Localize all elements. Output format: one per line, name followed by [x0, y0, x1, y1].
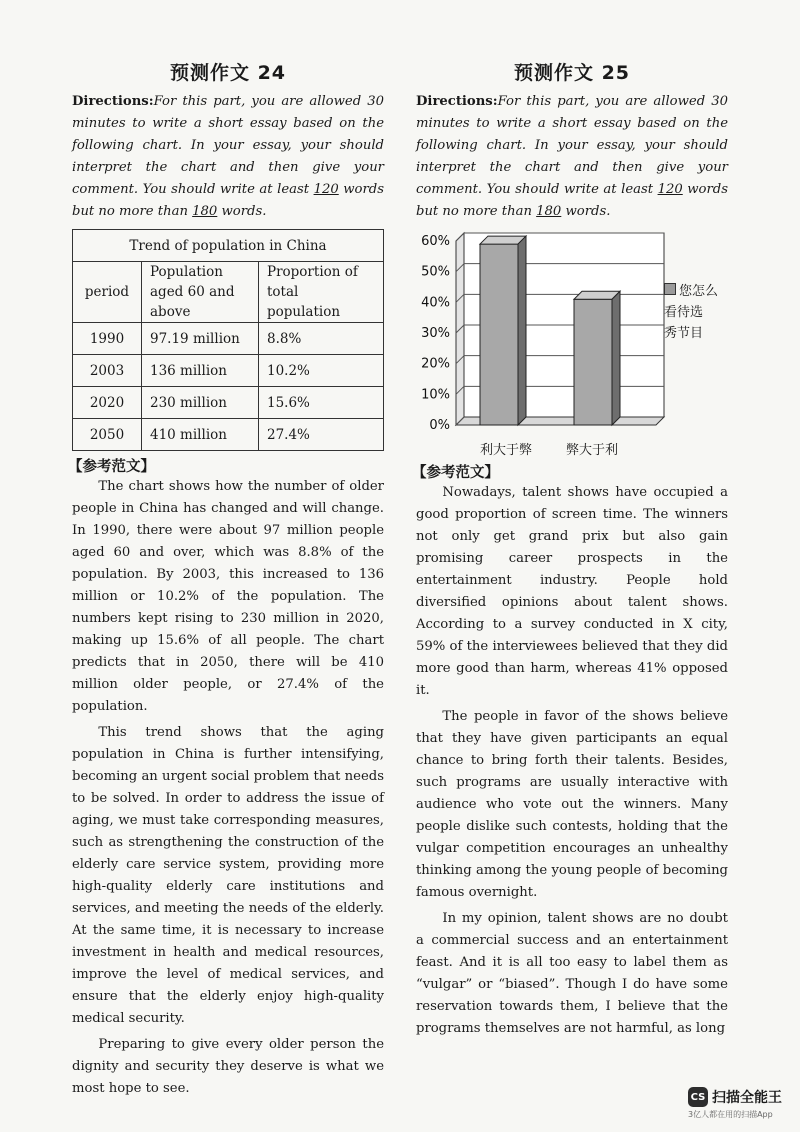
scanner-tagline: 3亿人都在用的扫描App — [688, 1110, 773, 1119]
ref-heading-25: 【参考范文】 — [412, 465, 499, 481]
essay-paragraph: This trend shows that the aging population in China is further intensifying, becoming an urgent social problem that needs to be solved. In order to address the issue of aging, we must take corresponding measures, such as strengthening the construction of the elderly care service system, providing more high-quality elderly care institutions and services, and meeting the needs of the elderly. At the same time, it is necessary to increase investment in health and medical resources, improve the level of medical services, and ensure that the elderly enjoy high-quality medical security. — [72, 725, 384, 1026]
directions-label: Directions: — [416, 94, 498, 109]
max-words: 180 — [536, 204, 562, 219]
essay-title-25: 预测作文 25 — [513, 62, 631, 84]
y-tick-label: 60% — [421, 234, 450, 249]
bar — [574, 299, 612, 425]
population-table — [72, 229, 384, 451]
category-label: 弊大于利 — [566, 443, 619, 458]
chart-legend — [664, 281, 734, 344]
legend-line: 秀节目 — [664, 326, 704, 341]
bar-side — [518, 236, 526, 425]
essay-paragraph: Preparing to give every older person the dignity and security they deserve is what we most hope to see. — [72, 1037, 384, 1096]
essay-paragraph: Nowadays, talent shows have occupied a good proportion of screen time. The winners not only get grand prix but also gain promising career prospects in the entertainment industry. People hold diversified opinions about talent shows. According to a survey conducted in X city, 59% of the interviewees believed that they did more good than harm, whereas 41% opposed it. — [416, 485, 728, 698]
table-header-population: Population aged 60 and above — [142, 262, 259, 323]
directions-text-a: For this part, you are allowed 30 minutes to write a short essay based on the following chart. In your essay, your should interpret the chart and then give your comment. You should write at least — [416, 94, 728, 197]
right-column — [412, 58, 728, 1040]
talent-show-chart — [416, 229, 728, 457]
table-cell: 230 million — [142, 387, 259, 419]
table-cell: 2050 — [73, 419, 142, 451]
max-words: 180 — [192, 204, 218, 219]
table-cell: 136 million — [142, 355, 259, 387]
directions-24 — [72, 91, 384, 223]
directions-text-c: words. — [217, 204, 267, 219]
y-tick-label: 10% — [421, 387, 450, 403]
table-cell: 1990 — [73, 323, 142, 355]
directions-text-b: words but no more than — [416, 182, 728, 219]
table-cell: 2003 — [73, 355, 142, 387]
table-caption: Trend of population in China — [73, 230, 384, 262]
scanner-name: 扫描全能王 — [712, 1090, 782, 1106]
table-row — [73, 355, 384, 387]
min-words: 120 — [657, 182, 683, 197]
table-cell: 10.2% — [259, 355, 384, 387]
y-tick-label: 20% — [421, 356, 450, 372]
y-tick-label: 50% — [421, 264, 450, 280]
essay-paragraph: The chart shows how the number of older people in China has changed and will change. In 1990, there were about 97 million people aged 60 and over, which was 8.8% of the population. By 2003, this increased to 136 million or 10.2% of the population. The numbers kept rising to 230 million in 2020, making up 15.6% of all people. The chart predicts that in 2050, there will be 410 million older people, or 27.4% of the population. — [72, 479, 384, 714]
category-label: 利大于弊 — [480, 443, 533, 458]
table-row — [73, 387, 384, 419]
table-row — [73, 419, 384, 451]
table-cell: 8.8% — [259, 323, 384, 355]
essay-title-24: 预测作文 24 — [169, 62, 287, 84]
legend-swatch — [664, 283, 676, 295]
y-tick-label: 0% — [429, 418, 450, 433]
essay-paragraph: In my opinion, talent shows are no doubt a commercial success and an entertainment feast. And it is all too easy to label them as “vulgar” or “biased”. Though I do have some reservation towards them, I believe that the programs themselves are not harmful, as long — [416, 911, 728, 1036]
legend-line — [664, 281, 734, 302]
bar-side — [612, 291, 620, 425]
table-header-proportion: Proportion of total population — [259, 262, 384, 323]
table-cell: 15.6% — [259, 387, 384, 419]
essay-paragraph: The people in favor of the shows believe that they have given participants an equal chance to bring forth their talents. Besides, such programs are usually interactive with audience who vote out the winners. Many people dislike such contests, holding that the vulgar competition encourages an unhealthy thinking among the young people of becoming famous overnight. — [416, 709, 728, 900]
table-cell: 97.19 million — [142, 323, 259, 355]
directions-text-b: words but no more than — [72, 182, 384, 219]
directions-label: Directions: — [72, 94, 154, 109]
left-column — [68, 58, 384, 1100]
directions-text-c: words. — [561, 204, 611, 219]
legend-line: 看待选 — [664, 305, 704, 320]
min-words: 120 — [313, 182, 339, 197]
ref-heading-24: 【参考范文】 — [68, 459, 155, 475]
table-header-period: period — [73, 262, 142, 323]
y-tick-label: 30% — [421, 326, 450, 341]
camscanner-icon: CS — [688, 1087, 708, 1107]
table-cell: 2020 — [73, 387, 142, 419]
bar — [480, 244, 518, 425]
legend-text: 您怎么 — [679, 284, 719, 299]
table-row — [73, 323, 384, 355]
directions-25 — [416, 91, 728, 223]
essay-25 — [416, 482, 728, 1040]
y-tick-label: 40% — [421, 295, 450, 311]
scanner-badge — [688, 1087, 782, 1107]
table-cell: 410 million — [142, 419, 259, 451]
directions-text-a: For this part, you are allowed 30 minutes to write a short essay based on the following chart. In your essay, your should interpret the chart and then give your comment. You should write at least — [72, 94, 384, 197]
table-cell: 27.4% — [259, 419, 384, 451]
essay-24 — [72, 476, 384, 1100]
